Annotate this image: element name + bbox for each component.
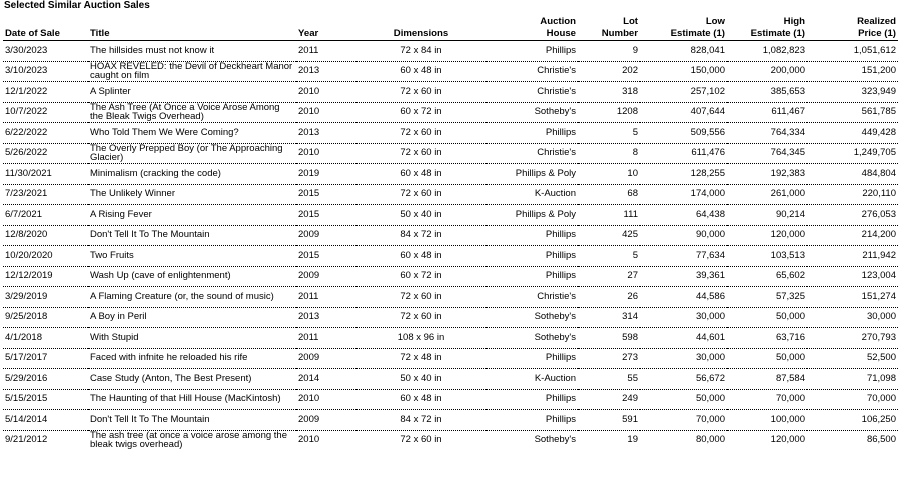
cell-title: Don't Tell It To The Mountain bbox=[88, 410, 296, 431]
cell-year: 2009 bbox=[296, 348, 356, 369]
header-year bbox=[296, 13, 356, 41]
cell-lot-number: 598 bbox=[578, 328, 640, 349]
cell-title: The Overly Prepped Boy (or The Approaching Glacier) bbox=[88, 143, 296, 164]
cell-auction-house: Phillips bbox=[486, 389, 578, 410]
cell-high-estimate: 103,513 bbox=[727, 246, 807, 267]
header-lot-number bbox=[578, 13, 640, 41]
header-auction-house-line1: Auction bbox=[540, 16, 576, 27]
cell-date: 6/22/2022 bbox=[3, 123, 88, 144]
table-row bbox=[3, 307, 898, 328]
cell-year: 2009 bbox=[296, 225, 356, 246]
cell-low-estimate: 80,000 bbox=[695, 434, 725, 446]
cell-auction-house: Phillips bbox=[486, 410, 578, 431]
table-row bbox=[3, 410, 898, 431]
cell-date: 5/29/2016 bbox=[3, 369, 88, 390]
cell-low-estimate: 77,634 bbox=[640, 246, 727, 267]
cell-title: A Splinter bbox=[88, 82, 296, 103]
cell-title: The Haunting of that Hill House (MacKintosh) bbox=[88, 389, 296, 410]
table-row bbox=[3, 225, 898, 246]
cell-lot-number: 19 bbox=[627, 434, 638, 446]
cell-lot-number: 249 bbox=[578, 389, 640, 410]
cell-auction-house: Phillips bbox=[486, 348, 578, 369]
table-row bbox=[3, 369, 898, 390]
cell-high-estimate: 120,000 bbox=[770, 434, 805, 446]
cell-high-estimate: 57,325 bbox=[727, 287, 807, 308]
cell-realized-price: 449,428 bbox=[807, 123, 898, 144]
cell-year: 2011 bbox=[296, 328, 356, 349]
cell-date: 10/20/2020 bbox=[3, 246, 88, 267]
cell-lot-number: 5 bbox=[578, 246, 640, 267]
cell-lot-number: 10 bbox=[578, 164, 640, 185]
table-row bbox=[3, 41, 898, 62]
cell-lot-number: 5 bbox=[578, 123, 640, 144]
header-dimensions bbox=[356, 13, 486, 41]
cell-auction-house: K-Auction bbox=[486, 369, 578, 390]
cell-title: Wash Up (cave of enlightenment) bbox=[88, 266, 296, 287]
cell-dimensions: 72 x 60 in bbox=[356, 82, 486, 103]
table-row bbox=[3, 328, 898, 349]
cell-lot-number: 8 bbox=[578, 143, 640, 164]
cell-high-estimate: 65,602 bbox=[727, 266, 807, 287]
cell-auction-house: Phillips bbox=[486, 41, 578, 62]
cell-dimensions: 60 x 72 in bbox=[356, 266, 486, 287]
cell-low-estimate: 30,000 bbox=[640, 307, 727, 328]
cell-lot-number: 1208 bbox=[578, 102, 640, 123]
cell-year: 2010 bbox=[296, 389, 356, 410]
table-row bbox=[3, 82, 898, 103]
cell-year: 2011 bbox=[296, 41, 356, 62]
cell-title: The Unlikely Winner bbox=[88, 184, 296, 205]
cell-realized-price: 276,053 bbox=[807, 205, 898, 226]
cell-high-estimate: 611,467 bbox=[727, 102, 807, 123]
table-row bbox=[3, 143, 898, 164]
cell-title: The Ash Tree (At Once a Voice Arose Among the Bleak Twigs Overhead) bbox=[88, 102, 296, 123]
table-row bbox=[3, 389, 898, 410]
cell-dimensions: 60 x 48 in bbox=[356, 61, 486, 82]
cell-date: 9/25/2018 bbox=[3, 307, 88, 328]
table-row bbox=[3, 287, 898, 308]
cell-realized-price: 484,804 bbox=[807, 164, 898, 185]
auction-sales-table bbox=[3, 13, 898, 450]
header-year-label: Year bbox=[298, 27, 319, 39]
cell-auction-house: Christie's bbox=[486, 287, 578, 308]
cell-low-estimate: 90,000 bbox=[640, 225, 727, 246]
cell-realized-price: 220,110 bbox=[807, 184, 898, 205]
table-header bbox=[3, 13, 898, 41]
cell-realized-price: 1,249,705 bbox=[807, 143, 898, 164]
cell-date: 12/12/2019 bbox=[3, 266, 88, 287]
table-row bbox=[3, 102, 898, 123]
cell-low-estimate: 828,041 bbox=[640, 41, 727, 62]
cell-dimensions: 72 x 60 in bbox=[400, 434, 442, 446]
cell-realized-price: 211,942 bbox=[807, 246, 898, 267]
cell-realized-price: 70,000 bbox=[807, 389, 898, 410]
header-low-estimate bbox=[640, 13, 727, 41]
cell-low-estimate: 509,556 bbox=[640, 123, 727, 144]
cell-year: 2009 bbox=[296, 410, 356, 431]
cell-realized-price: 30,000 bbox=[807, 307, 898, 328]
cell-lot-number: 273 bbox=[578, 348, 640, 369]
cell-low-estimate: 50,000 bbox=[640, 389, 727, 410]
cell-date: 5/26/2022 bbox=[3, 143, 88, 164]
cell-auction-house: Sotheby's bbox=[486, 328, 578, 349]
cell-lot-number: 68 bbox=[578, 184, 640, 205]
cell-low-estimate: 56,672 bbox=[640, 369, 727, 390]
cell-realized-price: 52,500 bbox=[807, 348, 898, 369]
cell-year: 2014 bbox=[296, 369, 356, 390]
cell-dimensions: 60 x 72 in bbox=[356, 102, 486, 123]
cell-auction-house: Christie's bbox=[486, 82, 578, 103]
cell-title: Case Study (Anton, The Best Present) bbox=[88, 369, 296, 390]
cell-lot-number: 55 bbox=[578, 369, 640, 390]
cell-year: 2009 bbox=[296, 266, 356, 287]
cell-auction-house: Sotheby's bbox=[534, 434, 576, 446]
cell-dimensions: 60 x 48 in bbox=[356, 246, 486, 267]
header-title bbox=[88, 13, 296, 41]
cell-auction-house: Sotheby's bbox=[486, 102, 578, 123]
cell-title: A Rising Fever bbox=[88, 205, 296, 226]
cell-auction-house: Christie's bbox=[486, 61, 578, 82]
cell-auction-house: Phillips bbox=[486, 123, 578, 144]
cell-title: HOAX REVELED: the Devil of Deckheart Manor caught on film bbox=[88, 61, 296, 82]
cell-lot-number: 425 bbox=[578, 225, 640, 246]
cell-realized-price: 561,785 bbox=[807, 102, 898, 123]
cell-dimensions: 72 x 60 in bbox=[356, 184, 486, 205]
header-date-label: Date of Sale bbox=[5, 27, 60, 39]
cell-low-estimate: 611,476 bbox=[640, 143, 727, 164]
cell-lot-number: 591 bbox=[578, 410, 640, 431]
cell-dimensions: 72 x 60 in bbox=[356, 143, 486, 164]
cell-auction-house: Phillips & Poly bbox=[486, 164, 578, 185]
header-lot-line2: Number bbox=[601, 27, 638, 39]
cell-dimensions: 72 x 48 in bbox=[356, 348, 486, 369]
cell-date: 7/23/2021 bbox=[3, 184, 88, 205]
cell-dimensions: 72 x 60 in bbox=[356, 307, 486, 328]
cell-date: 12/1/2022 bbox=[3, 82, 88, 103]
cell-lot-number: 202 bbox=[578, 61, 640, 82]
cell-high-estimate: 50,000 bbox=[727, 307, 807, 328]
table-row bbox=[3, 348, 898, 369]
cell-auction-house: Phillips bbox=[486, 225, 578, 246]
cell-date: 3/29/2019 bbox=[3, 287, 88, 308]
table-body bbox=[3, 41, 898, 451]
cell-realized-price: 71,098 bbox=[807, 369, 898, 390]
cell-date: 10/7/2022 bbox=[3, 102, 88, 123]
cell-realized-price: 106,250 bbox=[807, 410, 898, 431]
cell-low-estimate: 174,000 bbox=[640, 184, 727, 205]
cell-date: 5/15/2015 bbox=[3, 389, 88, 410]
cell-date: 9/21/2012 bbox=[5, 434, 48, 446]
cell-high-estimate: 200,000 bbox=[727, 61, 807, 82]
cell-realized-price: 1,051,612 bbox=[807, 41, 898, 62]
cell-dimensions: 108 x 96 in bbox=[356, 328, 486, 349]
cell-high-estimate: 764,345 bbox=[727, 143, 807, 164]
cell-auction-house: Christie's bbox=[486, 143, 578, 164]
cell-lot-number: 111 bbox=[578, 205, 640, 226]
cell-low-estimate: 70,000 bbox=[640, 410, 727, 431]
header-price-line1: Realized bbox=[857, 16, 896, 27]
cell-dimensions: 84 x 72 in bbox=[356, 225, 486, 246]
cell-title: Faced with infnite he reloaded his rife bbox=[88, 348, 296, 369]
cell-auction-house: Phillips bbox=[486, 246, 578, 267]
cell-low-estimate: 150,000 bbox=[640, 61, 727, 82]
cell-date: 5/14/2014 bbox=[3, 410, 88, 431]
cell-dimensions: 72 x 60 in bbox=[356, 287, 486, 308]
header-date bbox=[3, 13, 88, 41]
cell-title: Don't Tell It To The Mountain bbox=[88, 225, 296, 246]
cell-date: 3/30/2023 bbox=[3, 41, 88, 62]
cell-date: 12/8/2020 bbox=[3, 225, 88, 246]
cell-dimensions: 60 x 48 in bbox=[356, 389, 486, 410]
page-title: Selected Similar Auction Sales bbox=[4, 0, 150, 11]
header-auction-house bbox=[486, 13, 578, 41]
cell-realized-price: 323,949 bbox=[807, 82, 898, 103]
cell-realized-price: 123,004 bbox=[807, 266, 898, 287]
cell-auction-house: K-Auction bbox=[486, 184, 578, 205]
cell-year: 2010 bbox=[296, 102, 356, 123]
table-row bbox=[3, 184, 898, 205]
cell-dimensions: 72 x 60 in bbox=[356, 123, 486, 144]
header-low-line2: Estimate (1) bbox=[670, 27, 725, 39]
header-low-line1: Low bbox=[705, 16, 725, 27]
cell-realized-price: 151,200 bbox=[807, 61, 898, 82]
cell-low-estimate: 44,586 bbox=[640, 287, 727, 308]
cell-title: With Stupid bbox=[88, 328, 296, 349]
header-price-line2: Price (1) bbox=[858, 27, 896, 39]
cell-low-estimate: 64,438 bbox=[640, 205, 727, 226]
cell-lot-number: 26 bbox=[578, 287, 640, 308]
cell-high-estimate: 120,000 bbox=[727, 225, 807, 246]
cell-high-estimate: 50,000 bbox=[727, 348, 807, 369]
cell-lot-number: 318 bbox=[578, 82, 640, 103]
cell-dimensions: 72 x 84 in bbox=[356, 41, 486, 62]
cell-dimensions: 50 x 40 in bbox=[356, 369, 486, 390]
cell-high-estimate: 87,584 bbox=[727, 369, 807, 390]
cell-year: 2013 bbox=[296, 307, 356, 328]
cell-auction-house: Phillips bbox=[486, 266, 578, 287]
cell-auction-house: Phillips & Poly bbox=[486, 205, 578, 226]
cell-low-estimate: 128,255 bbox=[640, 164, 727, 185]
cell-year: 2013 bbox=[296, 61, 356, 82]
cell-title: Minimalism (cracking the code) bbox=[88, 164, 296, 185]
cell-year: 2019 bbox=[296, 164, 356, 185]
header-lot-line1: Lot bbox=[623, 16, 638, 27]
header-high-line1: High bbox=[783, 16, 805, 27]
cell-title: The ash tree (at once a voice arose among the bleak twigs overhead) bbox=[90, 430, 287, 450]
cell-high-estimate: 63,716 bbox=[727, 328, 807, 349]
table-row bbox=[3, 266, 898, 287]
cell-date: 4/1/2018 bbox=[3, 328, 88, 349]
table-row bbox=[3, 205, 898, 226]
cell-year: 2015 bbox=[296, 246, 356, 267]
cell-high-estimate: 70,000 bbox=[727, 389, 807, 410]
header-realized-price bbox=[807, 13, 898, 41]
cell-high-estimate: 261,000 bbox=[727, 184, 807, 205]
cell-date: 6/7/2021 bbox=[3, 205, 88, 226]
cell-low-estimate: 44,601 bbox=[640, 328, 727, 349]
cell-title: The hillsides must not know it bbox=[88, 41, 296, 62]
cell-dimensions: 60 x 48 in bbox=[356, 164, 486, 185]
table-row bbox=[3, 164, 898, 185]
cell-low-estimate: 30,000 bbox=[640, 348, 727, 369]
cell-title: A Boy in Peril bbox=[88, 307, 296, 328]
cell-dimensions: 84 x 72 in bbox=[356, 410, 486, 431]
cell-date: 5/17/2017 bbox=[3, 348, 88, 369]
header-high-estimate bbox=[727, 13, 807, 41]
cell-high-estimate: 100,000 bbox=[727, 410, 807, 431]
header-dimensions-label: Dimensions bbox=[393, 27, 449, 39]
table-row bbox=[3, 123, 898, 144]
cell-year: 2010 bbox=[298, 434, 320, 446]
cell-high-estimate: 764,334 bbox=[727, 123, 807, 144]
cell-title: Who Told Them We Were Coming? bbox=[88, 123, 296, 144]
cell-year: 2015 bbox=[296, 205, 356, 226]
cell-title: Two Fruits bbox=[88, 246, 296, 267]
cell-year: 2015 bbox=[296, 184, 356, 205]
header-title-label: Title bbox=[90, 27, 110, 39]
cell-date: 11/30/2021 bbox=[3, 164, 88, 185]
header-row bbox=[3, 13, 898, 41]
cell-lot-number: 314 bbox=[578, 307, 640, 328]
table-row bbox=[3, 430, 898, 450]
cell-high-estimate: 385,653 bbox=[727, 82, 807, 103]
cell-title: A Flaming Creature (or, the sound of music) bbox=[88, 287, 296, 308]
cell-date: 3/10/2023 bbox=[3, 61, 88, 82]
cell-low-estimate: 407,644 bbox=[640, 102, 727, 123]
cell-high-estimate: 192,383 bbox=[727, 164, 807, 185]
cell-dimensions: 50 x 40 in bbox=[356, 205, 486, 226]
cell-realized-price: 214,200 bbox=[807, 225, 898, 246]
header-high-line2: Estimate (1) bbox=[750, 27, 805, 39]
table-row bbox=[3, 246, 898, 267]
cell-realized-price: 151,274 bbox=[807, 287, 898, 308]
cell-lot-number: 9 bbox=[578, 41, 640, 62]
cell-year: 2010 bbox=[296, 82, 356, 103]
header-auction-house-line2: House bbox=[546, 27, 576, 39]
cell-lot-number: 27 bbox=[578, 266, 640, 287]
table-row bbox=[3, 61, 898, 82]
cell-high-estimate: 1,082,823 bbox=[727, 41, 807, 62]
cell-realized-price: 86,500 bbox=[866, 434, 896, 446]
cell-year: 2011 bbox=[296, 287, 356, 308]
cell-year: 2010 bbox=[296, 143, 356, 164]
cell-auction-house: Sotheby's bbox=[486, 307, 578, 328]
cell-realized-price: 270,793 bbox=[807, 328, 898, 349]
cell-year: 2013 bbox=[296, 123, 356, 144]
cell-low-estimate: 39,361 bbox=[640, 266, 727, 287]
cell-low-estimate: 257,102 bbox=[640, 82, 727, 103]
cell-high-estimate: 90,214 bbox=[727, 205, 807, 226]
